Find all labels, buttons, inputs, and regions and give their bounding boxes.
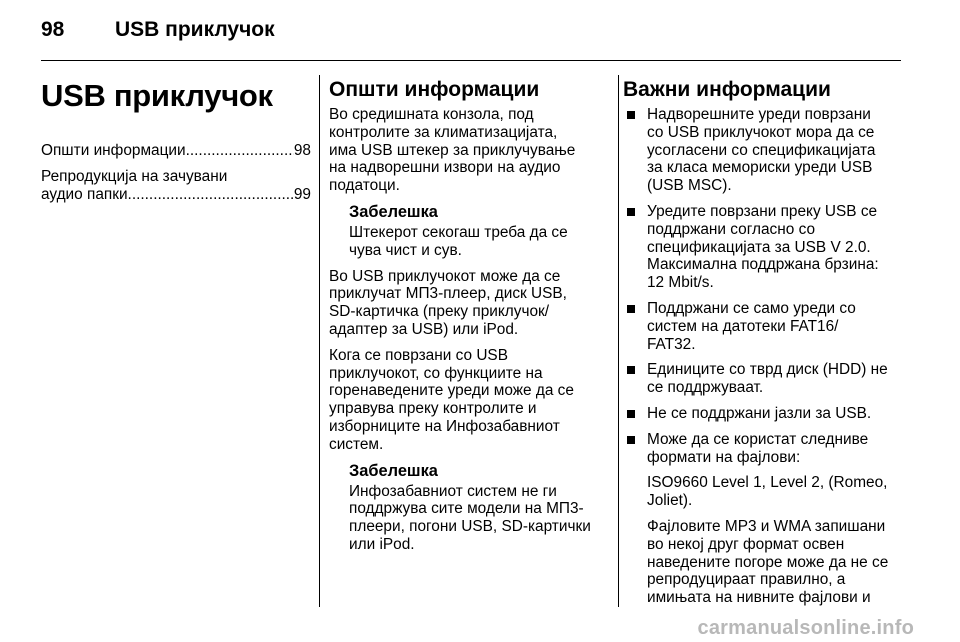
toc-entry-page: 98: [293, 142, 311, 159]
note-box: Забелешка Штекерот секогаш треба да се чува чист и сув.: [349, 203, 609, 260]
bullet-item: Поддржани се само уреди со систем на датотеки FAT16/ FAT32.: [623, 300, 913, 353]
bullet-square-icon: [627, 366, 635, 374]
column-1: [41, 74, 311, 211]
toc-entry-text: аудио папки: [41, 185, 128, 203]
page-header: [41, 18, 275, 42]
header-title: USB приклучок: [115, 18, 275, 41]
bullet-subparagraph: ISO9660 Level 1, Level 2, (Romeo, Joliet).: [647, 474, 888, 510]
bullet-square-icon: [627, 111, 635, 119]
bullet-item: Уредите поврзани преку USB се поддржани согласно со спецификацијата за USB V 2.0. Максимална поддржана брзина: 12 Mbit/s.: [623, 203, 913, 292]
note-box: Забелешка Инфозабавниот систем не ги поддржува сите модели на МП3- плеери, погони USB, SD-картички или iPod.: [349, 462, 609, 554]
paragraph: Во средишната конзола, под контролите за климатизацијата, има USB штекер за приклучување на надворешни извори на аудио податоци.: [329, 106, 576, 195]
bullet-item: Единиците со тврд диск (HDD) не се поддржуваат.: [623, 361, 913, 397]
page-number: 98: [41, 18, 65, 41]
section-title: USB приклучок: [41, 78, 273, 113]
toc-entry-text: Општи информации: [41, 142, 186, 159]
column-divider: [319, 75, 320, 607]
toc-entry[interactable]: [41, 168, 311, 204]
paragraph: Кога се поврзани со USB приклучокот, со функциите на горенаведените уреди може да се управува преку контролите и изборниците на Инфозабавниот систем.: [329, 346, 574, 453]
toc-entry-text: Репродукција на зачувани: [41, 167, 228, 185]
watermark-text: carmanualsonline.info: [697, 617, 914, 639]
paragraph: Во USB приклучокот може да се приклучат МП3-плеер, диск USB, SD-картичка (преку приклучок/ адаптер за USB) или iPod.: [329, 267, 567, 338]
bullet-square-icon: [627, 410, 635, 418]
bullet-item: Може да се користат следниве формати на фајлови: ISO9660 Level 1, Level 2, (Romeo, Joliet). Фајловите МР3 и WMA запишани во некој друг формат освен наведените погоре може да не се репродуцираат правилно, а имињата на нивните фајлови и: [623, 431, 913, 607]
bullet-square-icon: [627, 436, 635, 444]
toc-leader: [128, 186, 294, 204]
toc-entry[interactable]: [41, 142, 311, 160]
header-rule: [41, 60, 901, 61]
subsection-heading: Важни информации: [623, 78, 831, 101]
column-divider: [618, 75, 619, 607]
bullet-item: Не се поддржани јазли за USB.: [623, 405, 913, 423]
note-label: Забелешка: [349, 461, 438, 480]
bullet-square-icon: [627, 305, 635, 313]
bullet-subparagraph: Фајловите МР3 и WMA запишани во некој друг формат освен наведените погоре може да не се репродуцираат правилно, а имињата на нивните фајлови и: [647, 517, 889, 607]
toc-entry-page: 99: [293, 185, 311, 203]
column-3: [623, 74, 913, 615]
note-label: Забелешка: [349, 202, 438, 221]
subsection-heading: Општи информации: [329, 78, 540, 101]
bullet-item: Надворешните уреди поврзани со USB приклучокот мора да се усогласени со спецификацијата за класа мемориски уреди USB (USB MSC).: [623, 106, 913, 195]
bullet-square-icon: [627, 208, 635, 216]
column-2: [329, 74, 609, 562]
toc-leader: [186, 142, 294, 160]
